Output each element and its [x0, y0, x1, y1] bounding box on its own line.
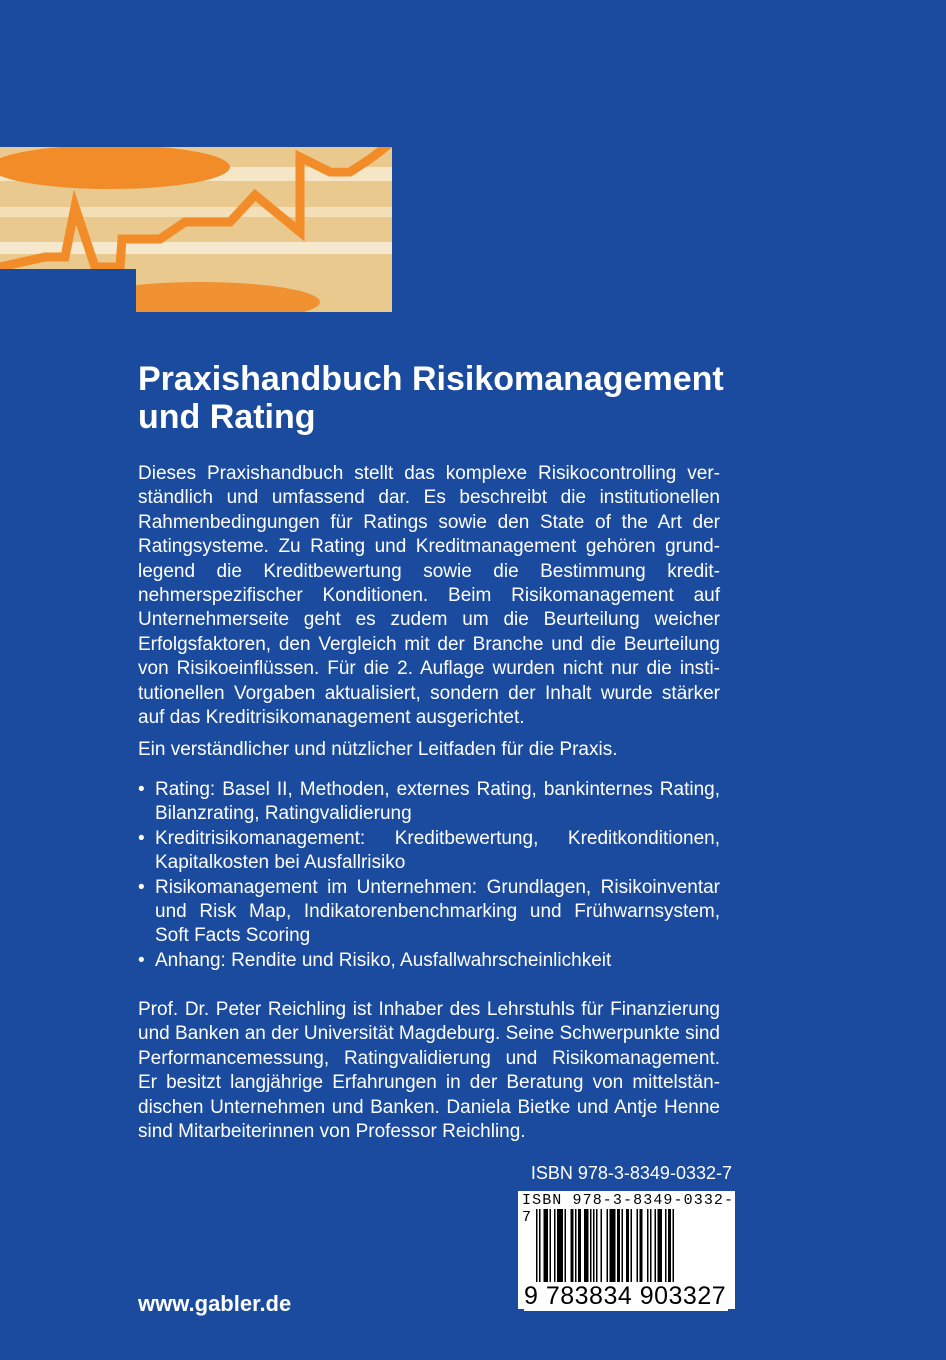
barcode-bar	[622, 1209, 624, 1291]
title-line: und Rating	[138, 398, 316, 436]
text-line: nehmerspezifischer Konditionen. Beim Risikomanagement auf	[138, 585, 720, 607]
website-link[interactable]: www.gabler.de	[138, 1291, 292, 1316]
bullet-item	[138, 949, 720, 973]
text-line: dischen Unternehmen und Banken. Daniela Bietke und Antje Henne	[138, 1096, 720, 1118]
barcode-bar	[593, 1209, 595, 1291]
barcode-bar	[596, 1209, 598, 1291]
barcode-bar	[578, 1209, 581, 1291]
barcode-bar	[557, 1209, 563, 1291]
barcode-bar	[565, 1209, 567, 1291]
barcode-bar	[647, 1209, 649, 1291]
barcode-bar	[550, 1209, 552, 1291]
text-line: • Rating: Basel II, Methoden, externes Rating, bankinternes Rating,	[155, 779, 720, 800]
barcode-bar	[590, 1209, 592, 1291]
barcode-bar	[631, 1209, 633, 1291]
cover-graphic	[0, 147, 392, 312]
tagline: Ein verständlicher und nützlicher Leitfaden für die Praxis.	[138, 739, 618, 760]
barcode-bar	[655, 1209, 657, 1291]
barcode-bar	[658, 1209, 663, 1291]
text-line: Ratingsysteme. Zu Rating und Kreditmanagement gehören grund-	[138, 536, 720, 558]
text-line: legend die Kreditbewertung sowie die Bestimmung kredit-	[138, 560, 720, 582]
barcode-bar	[610, 1209, 616, 1291]
text-line: Soft Facts Scoring	[155, 925, 311, 947]
text-line: auf das Kreditrisikomanagement ausgerichtet.	[138, 707, 525, 729]
text-line: von Risikoeinflüssen. Für die 2. Auflage wurden nicht nur die insti-	[138, 658, 720, 680]
barcode-bar	[665, 1209, 667, 1291]
text-line: und Banken an der Universität Magdeburg. Seine Schwerpunkte sind	[138, 1023, 720, 1045]
description	[138, 462, 720, 730]
text-line: Erfolgsfaktoren, den Vergleich mit der Branche und die Beurteilung	[138, 633, 720, 655]
bullet-item	[138, 876, 720, 949]
title-line: Praxishandbuch Risikomanagement	[138, 360, 724, 398]
text-line: Dieses Praxishandbuch stellt das komplexe Risikocontrolling ver-	[138, 463, 720, 484]
text-line: Bilanzrating, Ratingvalidierung	[155, 803, 412, 825]
bullet-item	[138, 827, 720, 876]
text-line: ständlich und umfassend dar. Es beschreibt die institutionellen	[138, 487, 720, 509]
text-line: tutionellen Vorgaben aktualisiert, sondern der Inhalt wurde stärker	[138, 682, 720, 704]
barcode-bar	[544, 1209, 549, 1291]
text-line: Performancemessung, Ratingvalidierung und Risikomanagement.	[138, 1047, 720, 1069]
text-line: Kapitalkosten bei Ausfallrisiko	[155, 852, 406, 874]
barcode-bar	[575, 1209, 577, 1291]
text-line: Unternehmerseite geht es zudem um die Beurteilung weicher	[138, 609, 720, 631]
text-line: sind Mitarbeiterinnen von Professor Reichling.	[138, 1121, 526, 1143]
barcode	[518, 1191, 735, 1309]
barcode-bar	[601, 1209, 603, 1291]
isbn-text: ISBN 978-3-8349-0332-7	[530, 1163, 732, 1183]
bullet-item	[138, 778, 720, 827]
author-bio	[138, 998, 720, 1144]
book-title	[138, 360, 758, 436]
barcode-bar	[584, 1209, 589, 1291]
barcode-isbn: ISBN 978-3-8349-0332-7	[522, 1192, 735, 1226]
text-line: • Anhang: Rendite und Risiko, Ausfallwahrscheinlichkeit	[155, 949, 612, 971]
text-line: Prof. Dr. Peter Reichling ist Inhaber des Lehrstuhls für Finanzierung	[138, 999, 720, 1020]
text-line: • Kreditrisikomanagement: Kreditbewertung, Kreditkonditionen,	[155, 827, 720, 849]
barcode-bar	[640, 1209, 643, 1291]
barcode-bar	[571, 1209, 574, 1291]
barcode-number: 9 783834 903327	[524, 1282, 727, 1310]
barcode-bar	[617, 1209, 620, 1291]
barcode-bar	[637, 1209, 639, 1291]
bullet-list	[138, 778, 720, 973]
text-line: Er besitzt langjährige Erfahrungen in der Beratung von mittelstän-	[138, 1072, 720, 1094]
barcode-bar	[650, 1209, 652, 1291]
text-line: Rahmenbedingungen für Ratings sowie den State of the Art der	[138, 511, 720, 533]
text-line: • Risikomanagement im Unternehmen: Grundlagen, Risikoinventar	[155, 876, 720, 898]
text-line: und Risk Map, Indikatorenbenchmarking und Frühwarnsystem,	[155, 901, 720, 923]
barcode-bar	[554, 1209, 556, 1291]
barcode-bar	[626, 1209, 629, 1291]
